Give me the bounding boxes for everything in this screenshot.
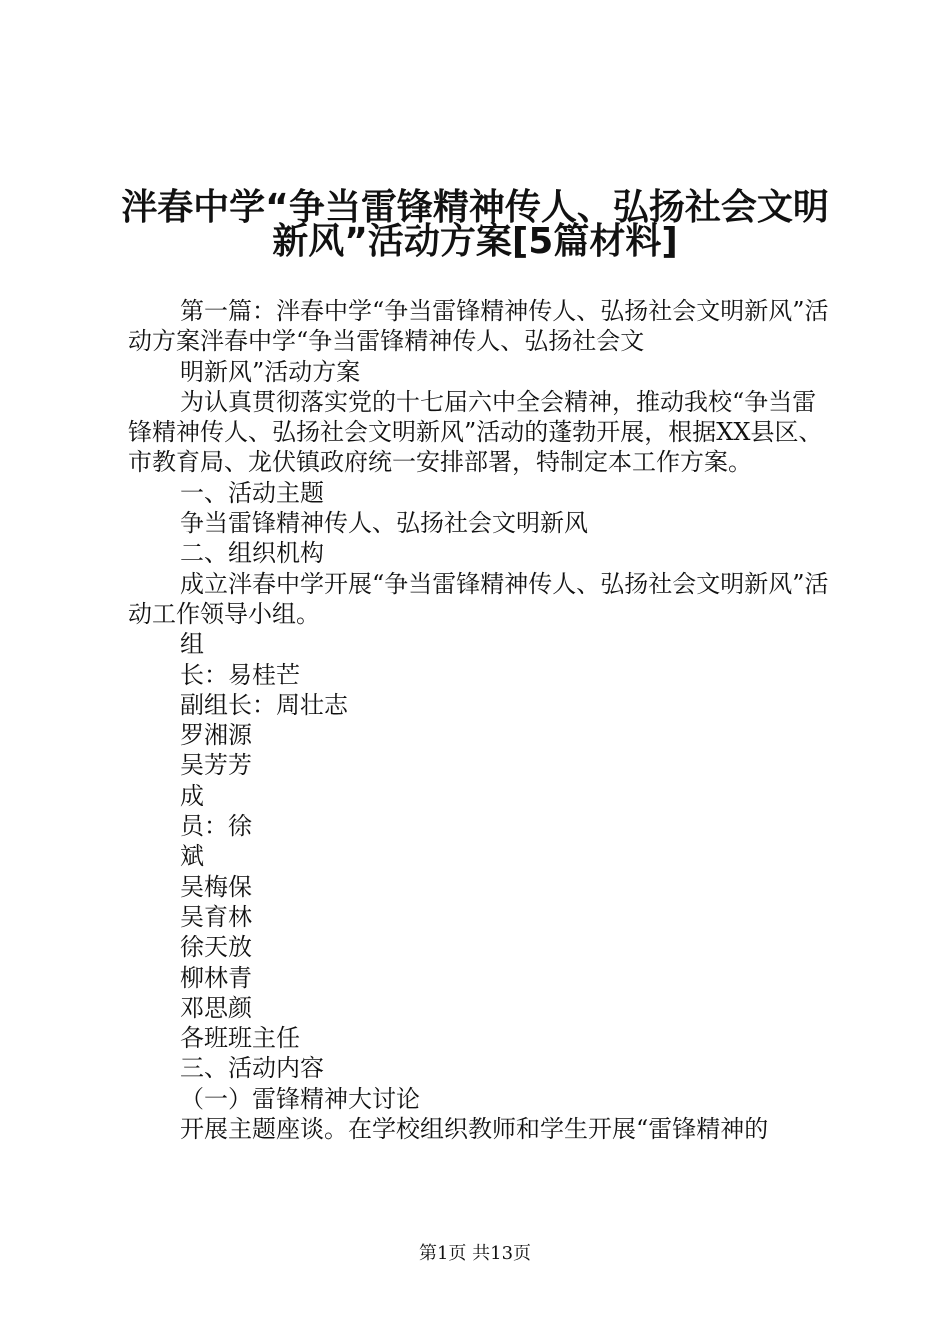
subsection-heading: （一）雷锋精神大讨论 [180,1084,420,1113]
paragraph-purpose: 为认真贯彻落实党的十七届六中全会精神，推动我校“争当雷锋精神传人、弘扬社会文明新风”活动的蓬勃开展，根据XX县区、市教育局、龙伏镇政府统一安排部署，特制定本工作方案。 [128,387,823,477]
list-item: 吴梅保 [180,872,252,901]
paragraph-last: 开展主题座谈。在学校组织教师和学生开展“雷锋精神的 [180,1115,769,1144]
list-item: 徐天放 [180,933,252,962]
list-item: 吴育林 [180,902,252,931]
list-item: 成 [180,781,204,810]
document-title-line-2: 新风”活动方案[5篇材料] [272,221,678,262]
list-item: 长：易桂芒 [180,660,300,689]
section-heading-content: 三、活动内容 [180,1054,324,1083]
document-body [128,296,832,1144]
list-item: 副组长：周壮志 [180,690,348,719]
paragraph-intro-cont: 明新风”活动方案 [180,357,361,386]
list-item: 柳林青 [180,963,252,992]
section-heading-organization: 二、组织机构 [180,539,324,568]
list-item: 吴芳芳 [180,751,252,780]
list-item: 罗湘源 [180,721,252,750]
page-footer: 第1页 共13页 [418,1243,532,1264]
list-item: 各班班主任 [180,1024,300,1053]
organization-text: 成立泮春中学开展“争当雷锋精神传人、弘扬社会文明新风”活动工作领导小组。 [128,569,829,628]
section-heading-theme: 一、活动主题 [180,478,324,507]
theme-text: 争当雷锋精神传人、弘扬社会文明新风 [180,509,588,538]
list-item: 员：徐 [180,812,252,841]
list-item: 斌 [180,842,204,871]
list-item: 邓思颜 [180,993,252,1022]
list-item: 组 [180,630,204,659]
paragraph-intro: 第一篇：泮春中学“争当雷锋精神传人、弘扬社会文明新风”活动方案泮春中学“争当雷锋精神传人、弘扬社会文 [128,297,829,356]
document-title-line-1: 泮春中学“争当雷锋精神传人、弘扬社会文明 [121,187,829,228]
